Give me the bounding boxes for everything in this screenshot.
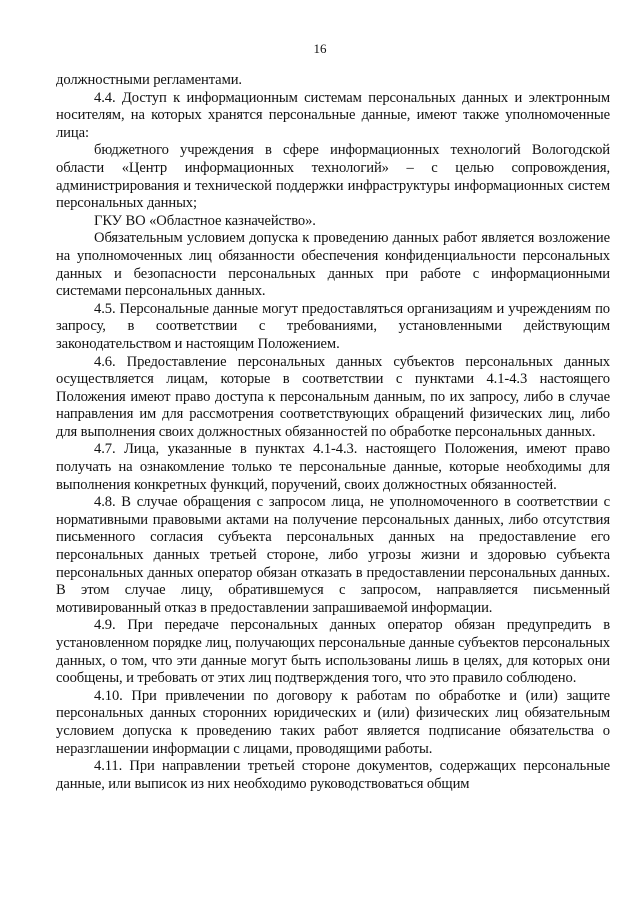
paragraph-4-9: 4.9. При передаче персональных данных оператор обязан предупредить в установленном порядке лиц, получающих персональные данные субъектов персональных данных, о том, что эти данные могут быть использованы лишь в целях, для которых они сообщены, и требовать от этих лиц подтверждения того, что это правило соблюдено. — [56, 617, 610, 687]
paragraph-4-4: 4.4. Доступ к информационным системам персональных данных и электронным носителям, на которых хранятся персональные данные, имеют также уполномоченные лица: — [56, 89, 610, 141]
paragraph-4-8: 4.8. В случае обращения с запросом лица, не уполномоченного в соответствии с нормативными правовыми актами на получение персональных данных, либо отсутствия письменного согласия субъекта персональных данных на предоставление его персональных данных третьей стороне, либо угрозы жизни и здоровью субъекта персональных данных оператор обязан отказать в предоставлении персональных данных. В этом случае лицу, обратившемуся с запросом, направляется письменный мотивированный отказ в предоставлении запрашиваемой информации. — [56, 494, 610, 616]
paragraph-treasury: ГКУ ВО «Областное казначейство». — [94, 212, 316, 229]
paragraph-4-5: 4.5. Персональные данные могут предоставляться организациям и учреждениям по запросу, в соответствии с требованиями, установленными действующим законодательством и настоящим Положением. — [56, 300, 610, 352]
document-body — [56, 72, 610, 793]
paragraph-4-11: 4.11. При направлении третьей стороне документов, содержащих персональные данные, или выписок из них необходимо руководствоваться общим — [56, 758, 610, 792]
paragraph-budget-institution: бюджетного учреждения в сфере информационных технологий Вологодской области «Центр информационных технологий» – с целью сопровождения, администрирования и технической поддержки инфраструктуры информационных систем персональных данных; — [56, 142, 610, 212]
paragraph-4-10: 4.10. При привлечении по договору к работам по обработке и (или) защите персональных данных сторонних юридических и (или) физических лиц обязательным условием допуска к проведению таких работ является подписание обязательства о неразглашении информации с лицами, проводящими работы. — [56, 687, 610, 757]
paragraph-4-6: 4.6. Предоставление персональных данных субъектов персональных данных осуществляется лицам, которые в соответствии с пунктами 4.1-4.3 настоящего Положения имеют право доступа к персональным данным, по их запросу, либо в случае направления им для рассмотрения соответствующих обращений физических лиц, либо для выполнения своих должностных обязанностей по обработке персональных данных. — [56, 353, 610, 440]
paragraph-0: должностными регламентами. — [56, 72, 242, 88]
paragraph-access-condition: Обязательным условием допуска к проведению данных работ является возложение на уполномоченных лиц обязанности обеспечения конфиденциальности персональных данных и безопасности персональных данных при работе с информационными системами персональных данных. — [56, 230, 610, 300]
paragraph-4-7: 4.7. Лица, указанные в пунктах 4.1-4.3. настоящего Положения, имеют право получать на ознакомление только те персональные данные, которые необходимы для выполнения конкретных функций, поручений, своих должностных обязанностей. — [56, 441, 610, 493]
page-number: 16 — [313, 41, 327, 56]
